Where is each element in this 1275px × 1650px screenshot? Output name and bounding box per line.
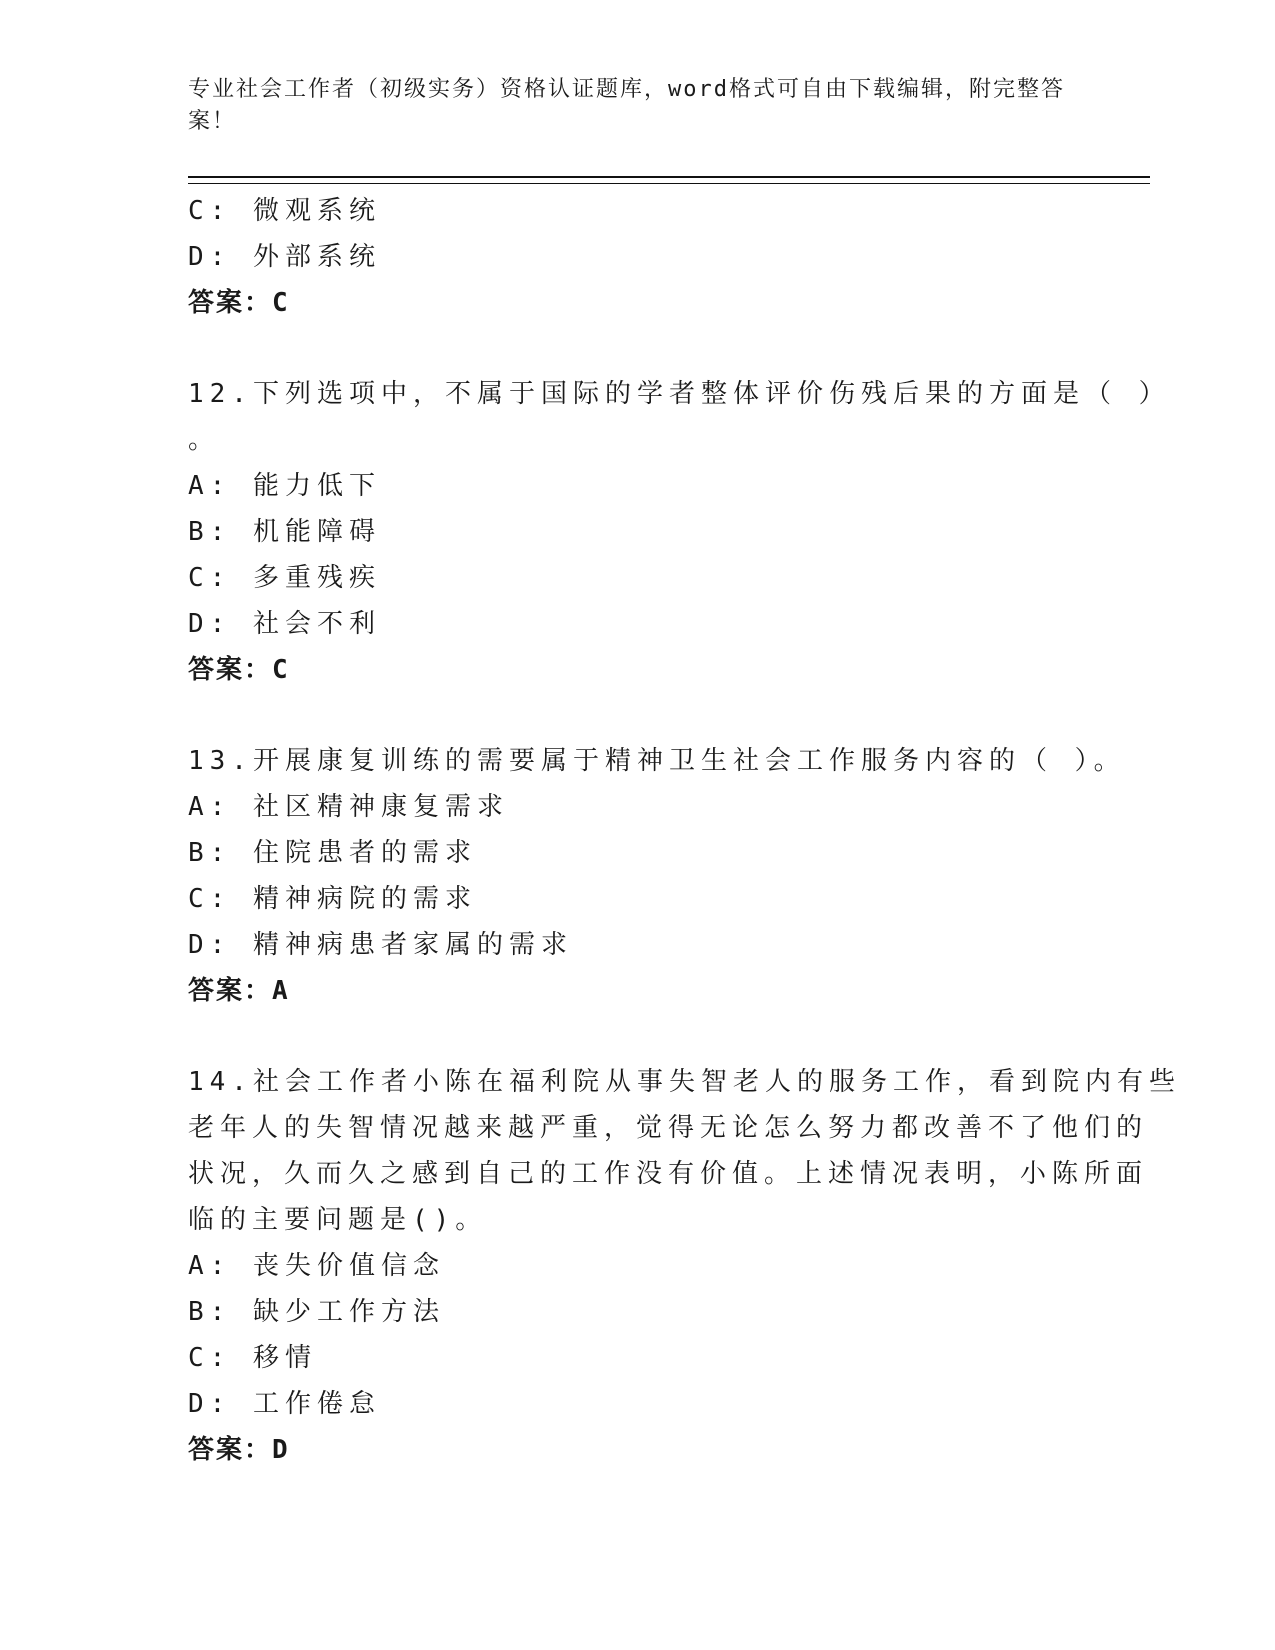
option-line: D: 外部系统 [188, 242, 381, 272]
option-line: D: 社会不利 [188, 609, 381, 639]
question-text: 13.开展康复训练的需要属于精神卫生社会工作服务内容的（ ）。 [188, 746, 1126, 776]
option-line: B: 缺少工作方法 [188, 1297, 445, 1327]
header-divider-thin [188, 183, 1150, 184]
question-text: 14.社会工作者小陈在福利院从事失智老人的服务工作，看到院内有些 [188, 1067, 1181, 1097]
question-text: 12.下列选项中，不属于国际的学者整体评价伤残后果的方面是（ ） [188, 379, 1171, 409]
answer-line: 答案：A [188, 976, 290, 1006]
option-line: A: 能力低下 [188, 471, 381, 501]
answer-line: 答案：D [188, 1435, 290, 1465]
option-line: C: 移情 [188, 1343, 317, 1373]
question-text: 。 [188, 425, 221, 455]
document-header: 专业社会工作者（初级实务）资格认证题库，word格式可自由下载编辑，附完整答案！ [188, 77, 1065, 134]
answer-line: 答案：C [188, 288, 290, 318]
option-line: C: 微观系统 [188, 196, 381, 226]
question-text: 状况，久而久之感到自己的工作没有价值。上述情况表明，小陈所面 [188, 1159, 1149, 1189]
option-line: D: 精神病患者家属的需求 [188, 930, 573, 960]
option-line: B: 机能障碍 [188, 517, 381, 547]
header-divider-thick [188, 176, 1150, 178]
option-line: C: 多重残疾 [188, 563, 381, 593]
option-line: D: 工作倦怠 [188, 1389, 381, 1419]
question-text: 临的主要问题是()。 [188, 1205, 488, 1235]
option-line: A: 丧失价值信念 [188, 1251, 445, 1281]
question-text: 老年人的失智情况越来越严重，觉得无论怎么努力都改善不了他们的 [188, 1113, 1149, 1143]
option-line: C: 精神病院的需求 [188, 884, 477, 914]
option-line: A: 社区精神康复需求 [188, 792, 509, 822]
option-line: B: 住院患者的需求 [188, 838, 477, 868]
answer-line: 答案：C [188, 655, 290, 685]
